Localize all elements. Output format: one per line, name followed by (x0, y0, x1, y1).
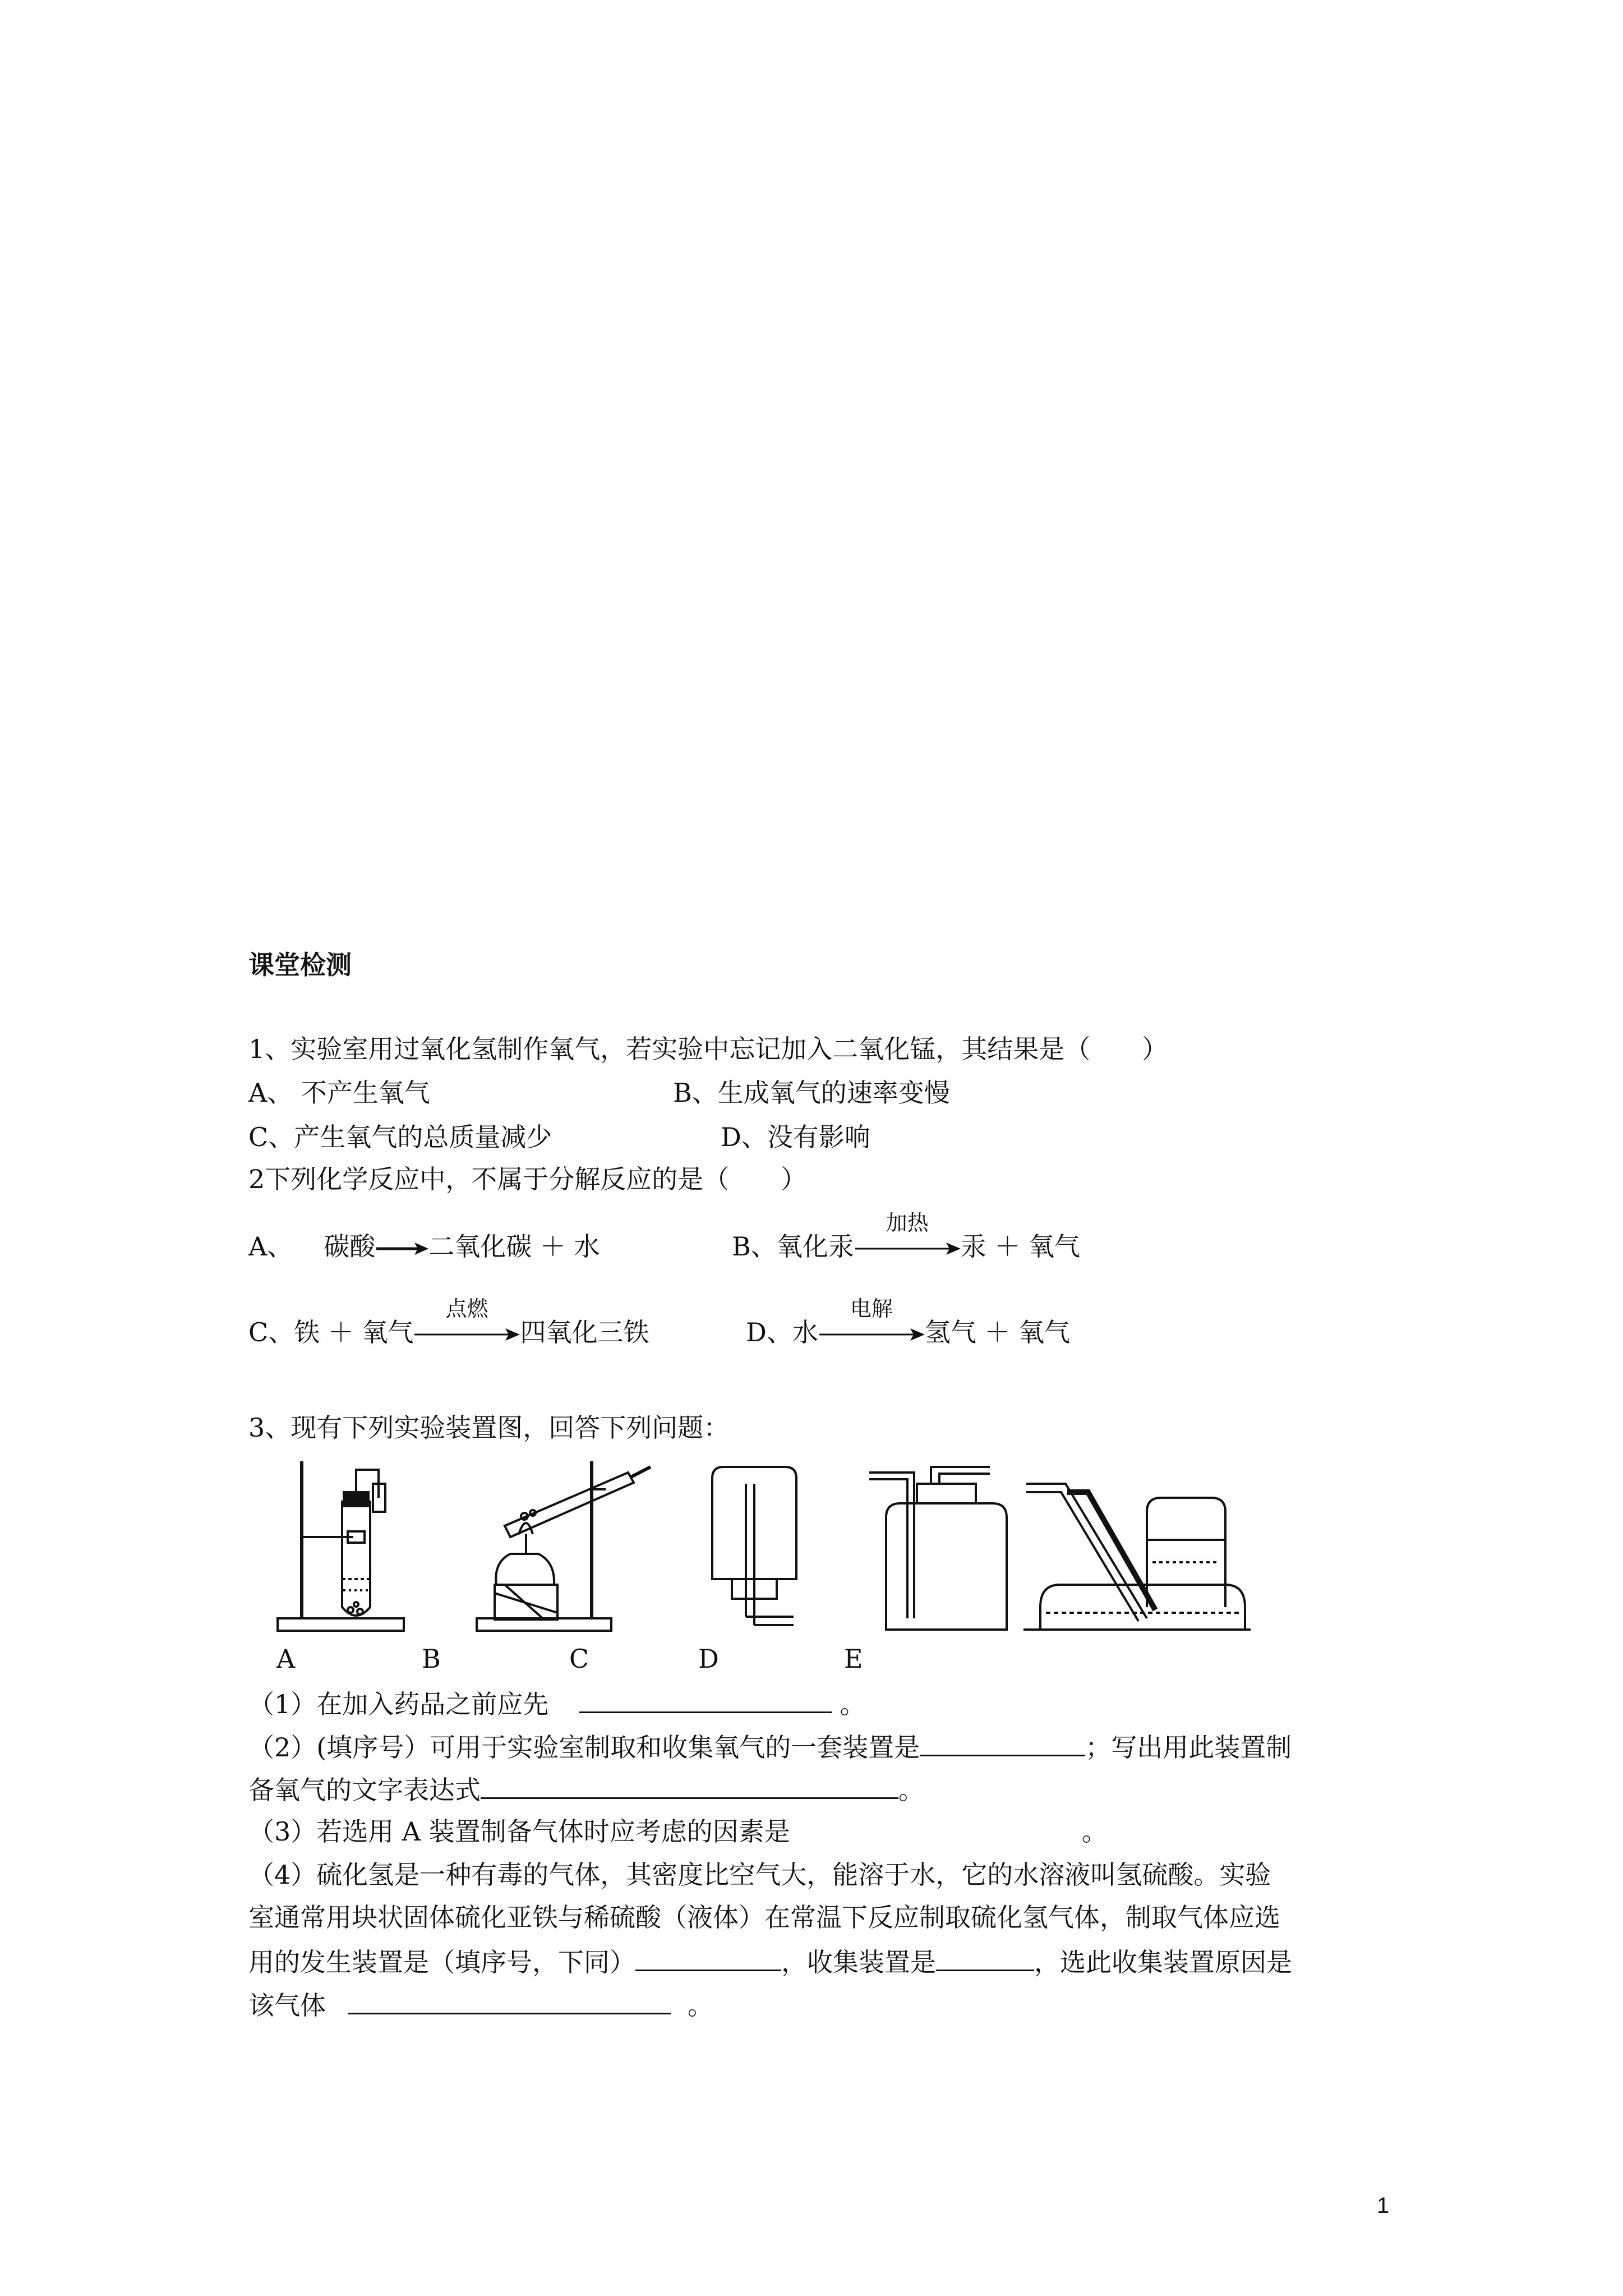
q2-a-label: A、 (248, 1231, 293, 1262)
q2-b-arrow-group (854, 1211, 961, 1263)
reaction-arrow-icon (375, 1240, 428, 1257)
q3-p4-line4 (248, 1987, 713, 2022)
q2-b-label: B、 (732, 1231, 777, 1262)
apparatus-e-water-displacement (1023, 1484, 1251, 1630)
q3-stem: 3、现有下列实验装置图，回答下列问题： (248, 1412, 730, 1443)
q3-p4-generator-blank[interactable] (635, 1944, 781, 1971)
reaction-arrow-icon (818, 1326, 925, 1343)
q2-a-product: 二氧化碳 ＋ 水 (428, 1231, 600, 1262)
q1-option-c: C、产生氧气的总质量减少 (248, 1122, 552, 1152)
q3-p2-text-c: 备氧气的文字表达式 (248, 1775, 481, 1805)
q2-d-label: D、 (746, 1317, 792, 1347)
q2-a-reactant: 碳酸 (324, 1231, 376, 1262)
q3-p4-line2: 室通常用块状固体硫化亚铁与稀硫酸（液体）在常温下反应制取硫化氢气体，制取气体应选 (248, 1902, 1280, 1932)
q3-p4-line1: （4）硫化氢是一种有毒的气体，其密度比空气大，能溶于水，它的水溶液叫氢硫酸。实验 (248, 1860, 1271, 1890)
q3-p2-setup-blank[interactable] (920, 1729, 1085, 1756)
apparatus-a-test-tube-stand (278, 1461, 404, 1631)
q2-c-arrow-group (413, 1296, 520, 1349)
q3-p4-line3 (248, 1944, 1292, 1979)
q3-p4-reason-blank[interactable] (348, 1987, 671, 2014)
q3-p2-text: （2）(填序号）可用于实验室制取和收集氧气的一套装置是 (248, 1732, 920, 1763)
apparatus-label-d: D (698, 1644, 719, 1674)
q3-p4-text-c: ，选此收集装置原因是 (1034, 1947, 1292, 1977)
apparatus-c-downward-air-collection (712, 1467, 796, 1625)
q1-option-b: B、生成氧气的速率变慢 (673, 1078, 950, 1108)
q3-p4-end: 。 (688, 1990, 713, 2021)
q2-c-product: 四氧化三铁 (520, 1317, 649, 1347)
q2-stem: 2下列化学反应中，不属于分解反应的是（ ） (248, 1164, 807, 1194)
q1-stem: 1、实验室用过氧化氢制作氧气，若实验中忘记加入二氧化锰，其结果是（ ） (248, 1034, 1168, 1064)
q2-c-reactant: 铁 ＋ 氧气 (294, 1317, 414, 1347)
q2-option-d (746, 1296, 1071, 1349)
section-heading: 课堂检测 (248, 950, 352, 980)
q2-d-condition: 电解 (850, 1296, 893, 1321)
q2-d-product: 氢气 ＋ 氧气 (924, 1317, 1071, 1347)
q2-d-reactant: 水 (792, 1317, 818, 1347)
reaction-arrow-icon (413, 1326, 520, 1343)
reaction-arrow-icon (854, 1240, 961, 1257)
q3-p2-expression-blank[interactable] (481, 1772, 898, 1799)
q3-part1 (248, 1686, 866, 1721)
q3-part2-line2 (248, 1772, 924, 1807)
q2-option-b (732, 1211, 1081, 1263)
q2-d-arrow-group (818, 1296, 925, 1349)
q3-p3-end: 。 (1081, 1816, 1108, 1847)
q1-option-a: A、 不产生氧气 (248, 1078, 430, 1108)
q3-p4-text-b: ，收集装置是 (781, 1947, 936, 1977)
q2-option-c (248, 1296, 649, 1349)
q3-p4-collector-blank[interactable] (936, 1944, 1034, 1971)
q3-part3 (248, 1815, 1108, 1848)
apparatus-label-c: C (569, 1644, 589, 1674)
q3-p3-text: （3）若选用 A 装置制备气体时应考虑的因素是 (248, 1816, 790, 1847)
apparatus-b-heating-setup (477, 1461, 651, 1631)
q3-p2-end: 。 (898, 1775, 924, 1805)
apparatus-d-gas-collecting-bottle (869, 1467, 1007, 1630)
page-number: 1 (1377, 2193, 1390, 2218)
q2-b-condition: 加热 (886, 1211, 929, 1235)
q2-b-product: 汞 ＋ 氧气 (960, 1231, 1081, 1262)
apparatus-label-b: B (422, 1644, 441, 1674)
q3-p2-text-b: ；写出用此装置制 (1085, 1732, 1292, 1763)
lab-apparatus-figure (264, 1450, 1251, 1641)
q2-c-label: C、 (248, 1317, 294, 1347)
q3-p4-text-d: 该气体 (248, 1990, 326, 2021)
q1-option-d: D、没有影响 (721, 1122, 870, 1152)
q3-p1-answer-blank[interactable] (579, 1686, 832, 1713)
q3-part2-line1 (248, 1729, 1292, 1764)
q3-p4-text-a: 用的发生装置是（填序号，下同） (248, 1947, 635, 1977)
q3-p1-text: （1）在加入药品之前应先 (248, 1689, 549, 1719)
apparatus-label-e: E (844, 1644, 863, 1674)
q2-b-reactant: 氧化汞 (776, 1231, 854, 1262)
apparatus-label-a: A (276, 1644, 296, 1674)
q3-p1-end: 。 (840, 1689, 866, 1719)
q2-option-a (248, 1230, 600, 1263)
q2-c-condition: 点燃 (445, 1296, 488, 1321)
